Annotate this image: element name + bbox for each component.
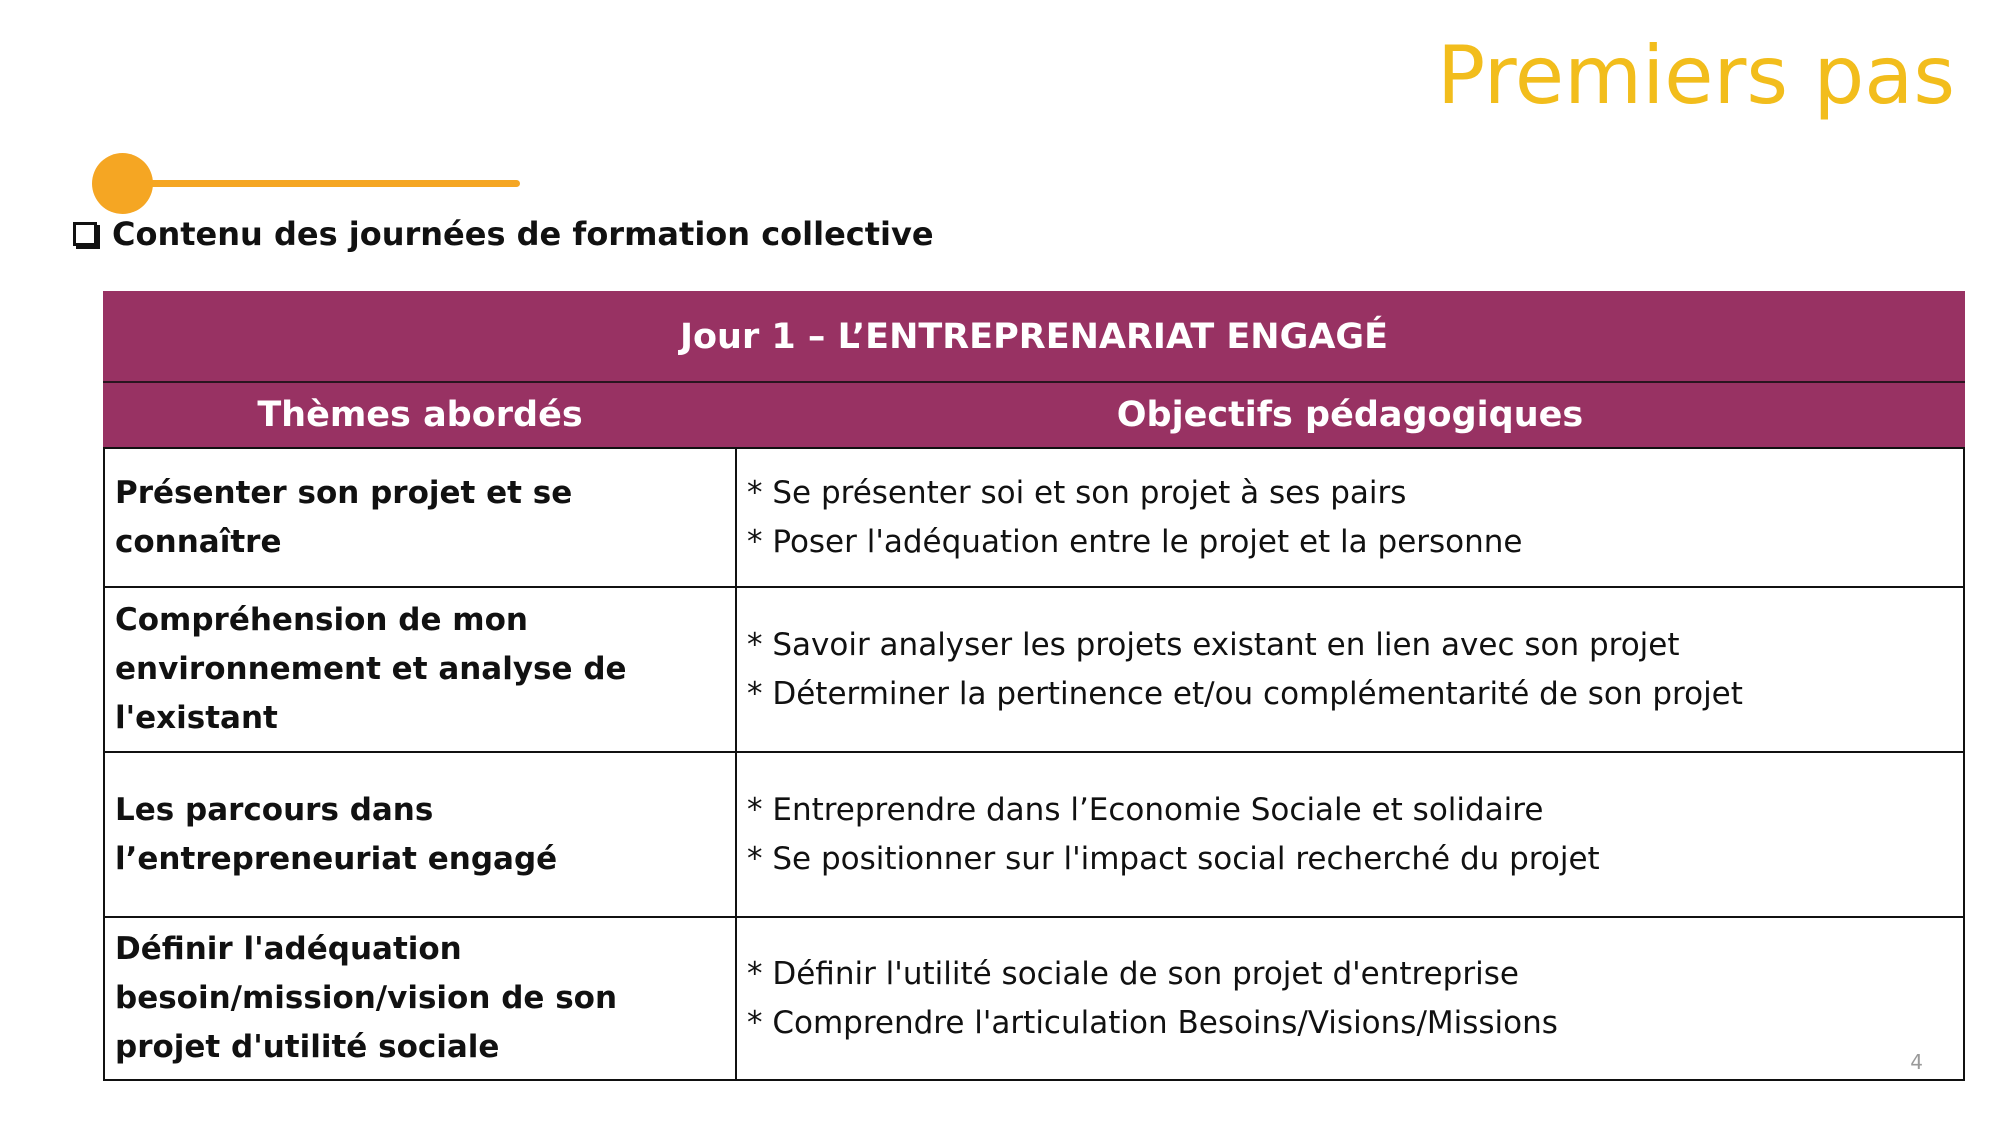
objective-item: * Se positionner sur l'impact social recherché du projet [747,840,1600,877]
day-title: Jour 1 – L’ENTREPRENARIAT ENGAGÉ [104,292,1964,382]
objective-item: * Déterminer la pertinence et/ou complémentarité de son projet [747,675,1743,712]
theme-cell: Les parcours dans l’entrepreneuriat engagé [104,752,736,917]
timeline-dot [92,153,153,214]
table-title-row [104,292,1964,382]
theme-cell: Compréhension de mon environnement et analyse de l'existant [104,587,736,752]
objective-item: * Entreprendre dans l’Economie Sociale et solidaire [747,791,1544,828]
column-header-themes: Thèmes abordés [104,382,736,448]
page-number: 4 [1910,1050,1923,1074]
objective-item: * Définir l'utilité sociale de son projet d'entreprise [747,955,1519,992]
training-schedule-table [103,291,1965,1081]
section-heading-text: Contenu des journées de formation collective [112,215,934,253]
column-header-objectives: Objectifs pédagogiques [736,382,1964,448]
objective-item: * Se présenter soi et son projet à ses pairs [747,474,1407,511]
checkbox-bullet-icon [73,222,97,246]
objectives-cell [736,448,1964,587]
timeline-line [145,180,520,187]
table-row [104,752,1964,917]
table-row [104,917,1964,1080]
table-row [104,448,1964,587]
objective-item: * Comprendre l'articulation Besoins/Visions/Missions [747,1004,1558,1041]
objectives-cell [736,752,1964,917]
objectives-cell [736,587,1964,752]
section-heading [73,215,934,253]
objectives-cell [736,917,1964,1080]
slide-title: Premiers pas [1436,29,1955,122]
column-header-row [104,382,1964,448]
objective-item: * Poser l'adéquation entre le projet et la personne [747,523,1523,560]
theme-cell: Présenter son projet et se connaître [104,448,736,587]
table-row [104,587,1964,752]
objective-item: * Savoir analyser les projets existant en lien avec son projet [747,626,1680,663]
theme-cell: Définir l'adéquation besoin/mission/vision de son projet d'utilité sociale [104,917,736,1080]
